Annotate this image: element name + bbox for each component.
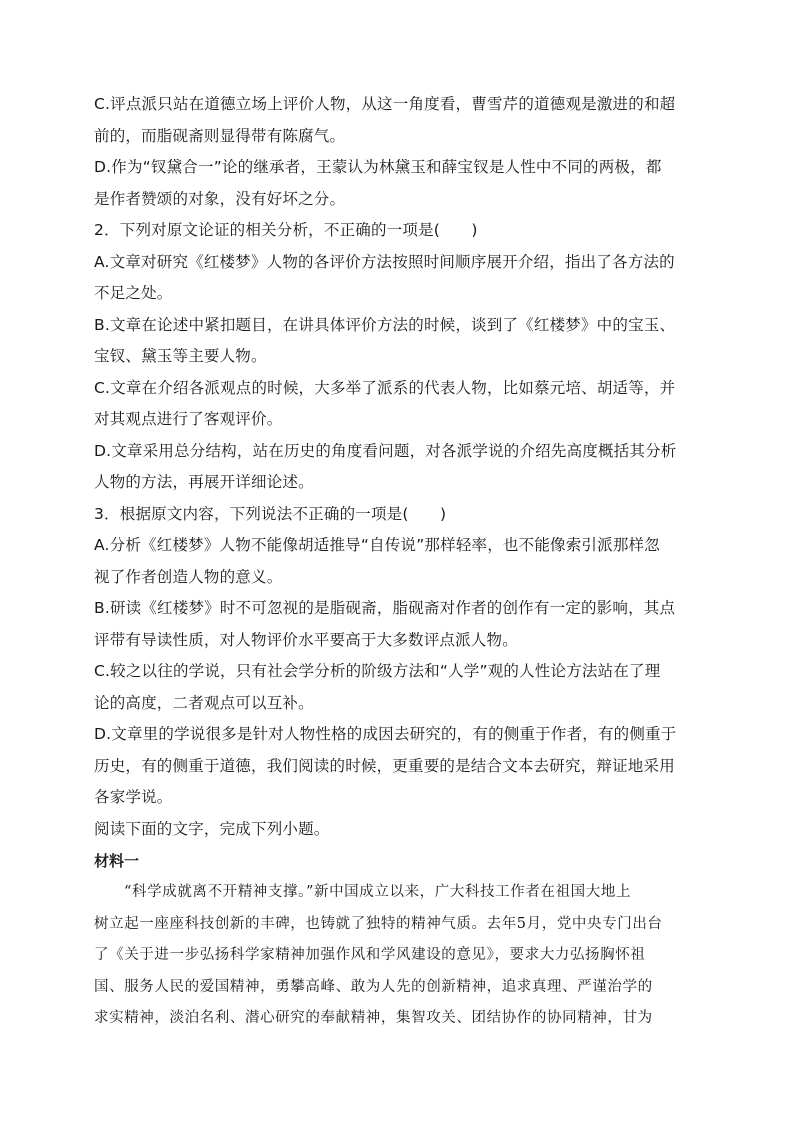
text-line: 前的，而脂砚斋则显得带有陈腐气。 xyxy=(94,126,346,145)
text-line: 宝钗、黛玉等主要人物。 xyxy=(94,347,267,365)
q2-option-d xyxy=(94,436,700,499)
q3-option-c xyxy=(94,656,700,719)
text-line: C.评点派只站在道德立场上评价人物，从这一角度看，曹雪芹的道德观是激进的和超 xyxy=(94,95,676,113)
material-heading: 材料一 xyxy=(94,852,140,870)
reading-instruction: 阅读下面的文字，完成下列小题。 xyxy=(94,819,330,838)
text-line: B.文章在论述中紧扣题目，在讲具体评价方法的时候，谈到了《红楼梦》中的宝玉、 xyxy=(94,315,676,334)
q2-option-a xyxy=(94,247,700,310)
q3-option-a xyxy=(94,530,700,593)
text-line: A.分析《红楼梦》人物不能像胡适推导“自传说”那样轻率，也不能像索引派那样忽 xyxy=(94,536,660,554)
document-page xyxy=(94,89,700,1035)
text-line: A.文章对研究《红楼梦》人物的各评价方法按照时间顺序展开介绍，指出了各方法的 xyxy=(94,252,675,271)
text-line: 国、服务人民的爱国精神，勇攀高峰、敢为人先的创新精神，追求真理、严谨治学的 xyxy=(94,978,653,995)
q1-option-c xyxy=(94,89,700,152)
q2-option-b xyxy=(94,310,700,373)
text-line: 人物的方法，再展开详细论述。 xyxy=(94,473,314,491)
text-line: B.研读《红楼梦》时不可忽视的是脂砚斋，脂砚斋对作者的创作有一定的影响，其点 xyxy=(94,599,676,617)
text-line: 求实精神，淡泊名利、潜心研究的奉献精神，集智攻关、团结协作的协同精神，甘为 xyxy=(94,1010,653,1026)
text-line: 各家学说。 xyxy=(94,788,173,806)
material-paragraph xyxy=(94,877,700,1035)
text-line: 了《关于进一步弘扬科学家精神加强作风和学风建设的意见》，要求大力弘扬胸怀祖 xyxy=(94,947,646,963)
text-line: “科学成就离不开精神支撑。”新中国成立以来，广大科技工作者在祖国大地上 xyxy=(124,884,632,900)
text-line: 对其观点进行了客观评价。 xyxy=(94,410,283,428)
text-line: 历史，有的侧重于道德，我们阅读的时候，更重要的是结合文本去研究，辩证地采用 xyxy=(94,756,675,775)
text-line: 视了作者创造人物的意义。 xyxy=(94,567,283,586)
text-line: 评带有导读性质，对人物评价水平要高于大多数评点派人物。 xyxy=(94,630,518,649)
text-line: 不足之处。 xyxy=(94,284,173,302)
q1-option-d xyxy=(94,152,700,215)
text-line: C.文章在介绍各派观点的时候，大多举了派系的代表人物，比如蔡元培、胡适等，并 xyxy=(94,378,676,397)
text-line: D.作为“钗黛合一”论的继承者，王蒙认为林黛玉和薛宝钗是人性中不同的两极，都 xyxy=(94,158,662,176)
question-3-stem: 3．根据原文内容，下列说法不正确的一项是( ) xyxy=(94,504,447,523)
text-line: 论的高度，二者观点可以互补。 xyxy=(94,693,314,712)
q2-option-c xyxy=(94,373,700,436)
q3-option-d xyxy=(94,719,700,814)
question-2-stem: 2．下列对原文论证的相关分析，不正确的一项是( ) xyxy=(94,221,478,239)
text-line: D.文章里的学说很多是针对人物性格的成因去研究的，有的侧重于作者，有的侧重于 xyxy=(94,725,677,743)
q3-option-b xyxy=(94,593,700,656)
text-line: 是作者赞颂的对象，没有好坏之分。 xyxy=(94,189,346,208)
text-line: C.较之以往的学说，只有社会学分析的阶级方法和“人学”观的人性论方法站在了理 xyxy=(94,662,661,680)
text-line: D.文章采用总分结构，站在历史的角度看问题，对各派学说的介绍先高度概括其分析 xyxy=(94,441,677,460)
text-line: 树立起一座座科技创新的丰碑，也铸就了独特的精神气质。去年5月，党中央专门出台 xyxy=(94,915,663,932)
